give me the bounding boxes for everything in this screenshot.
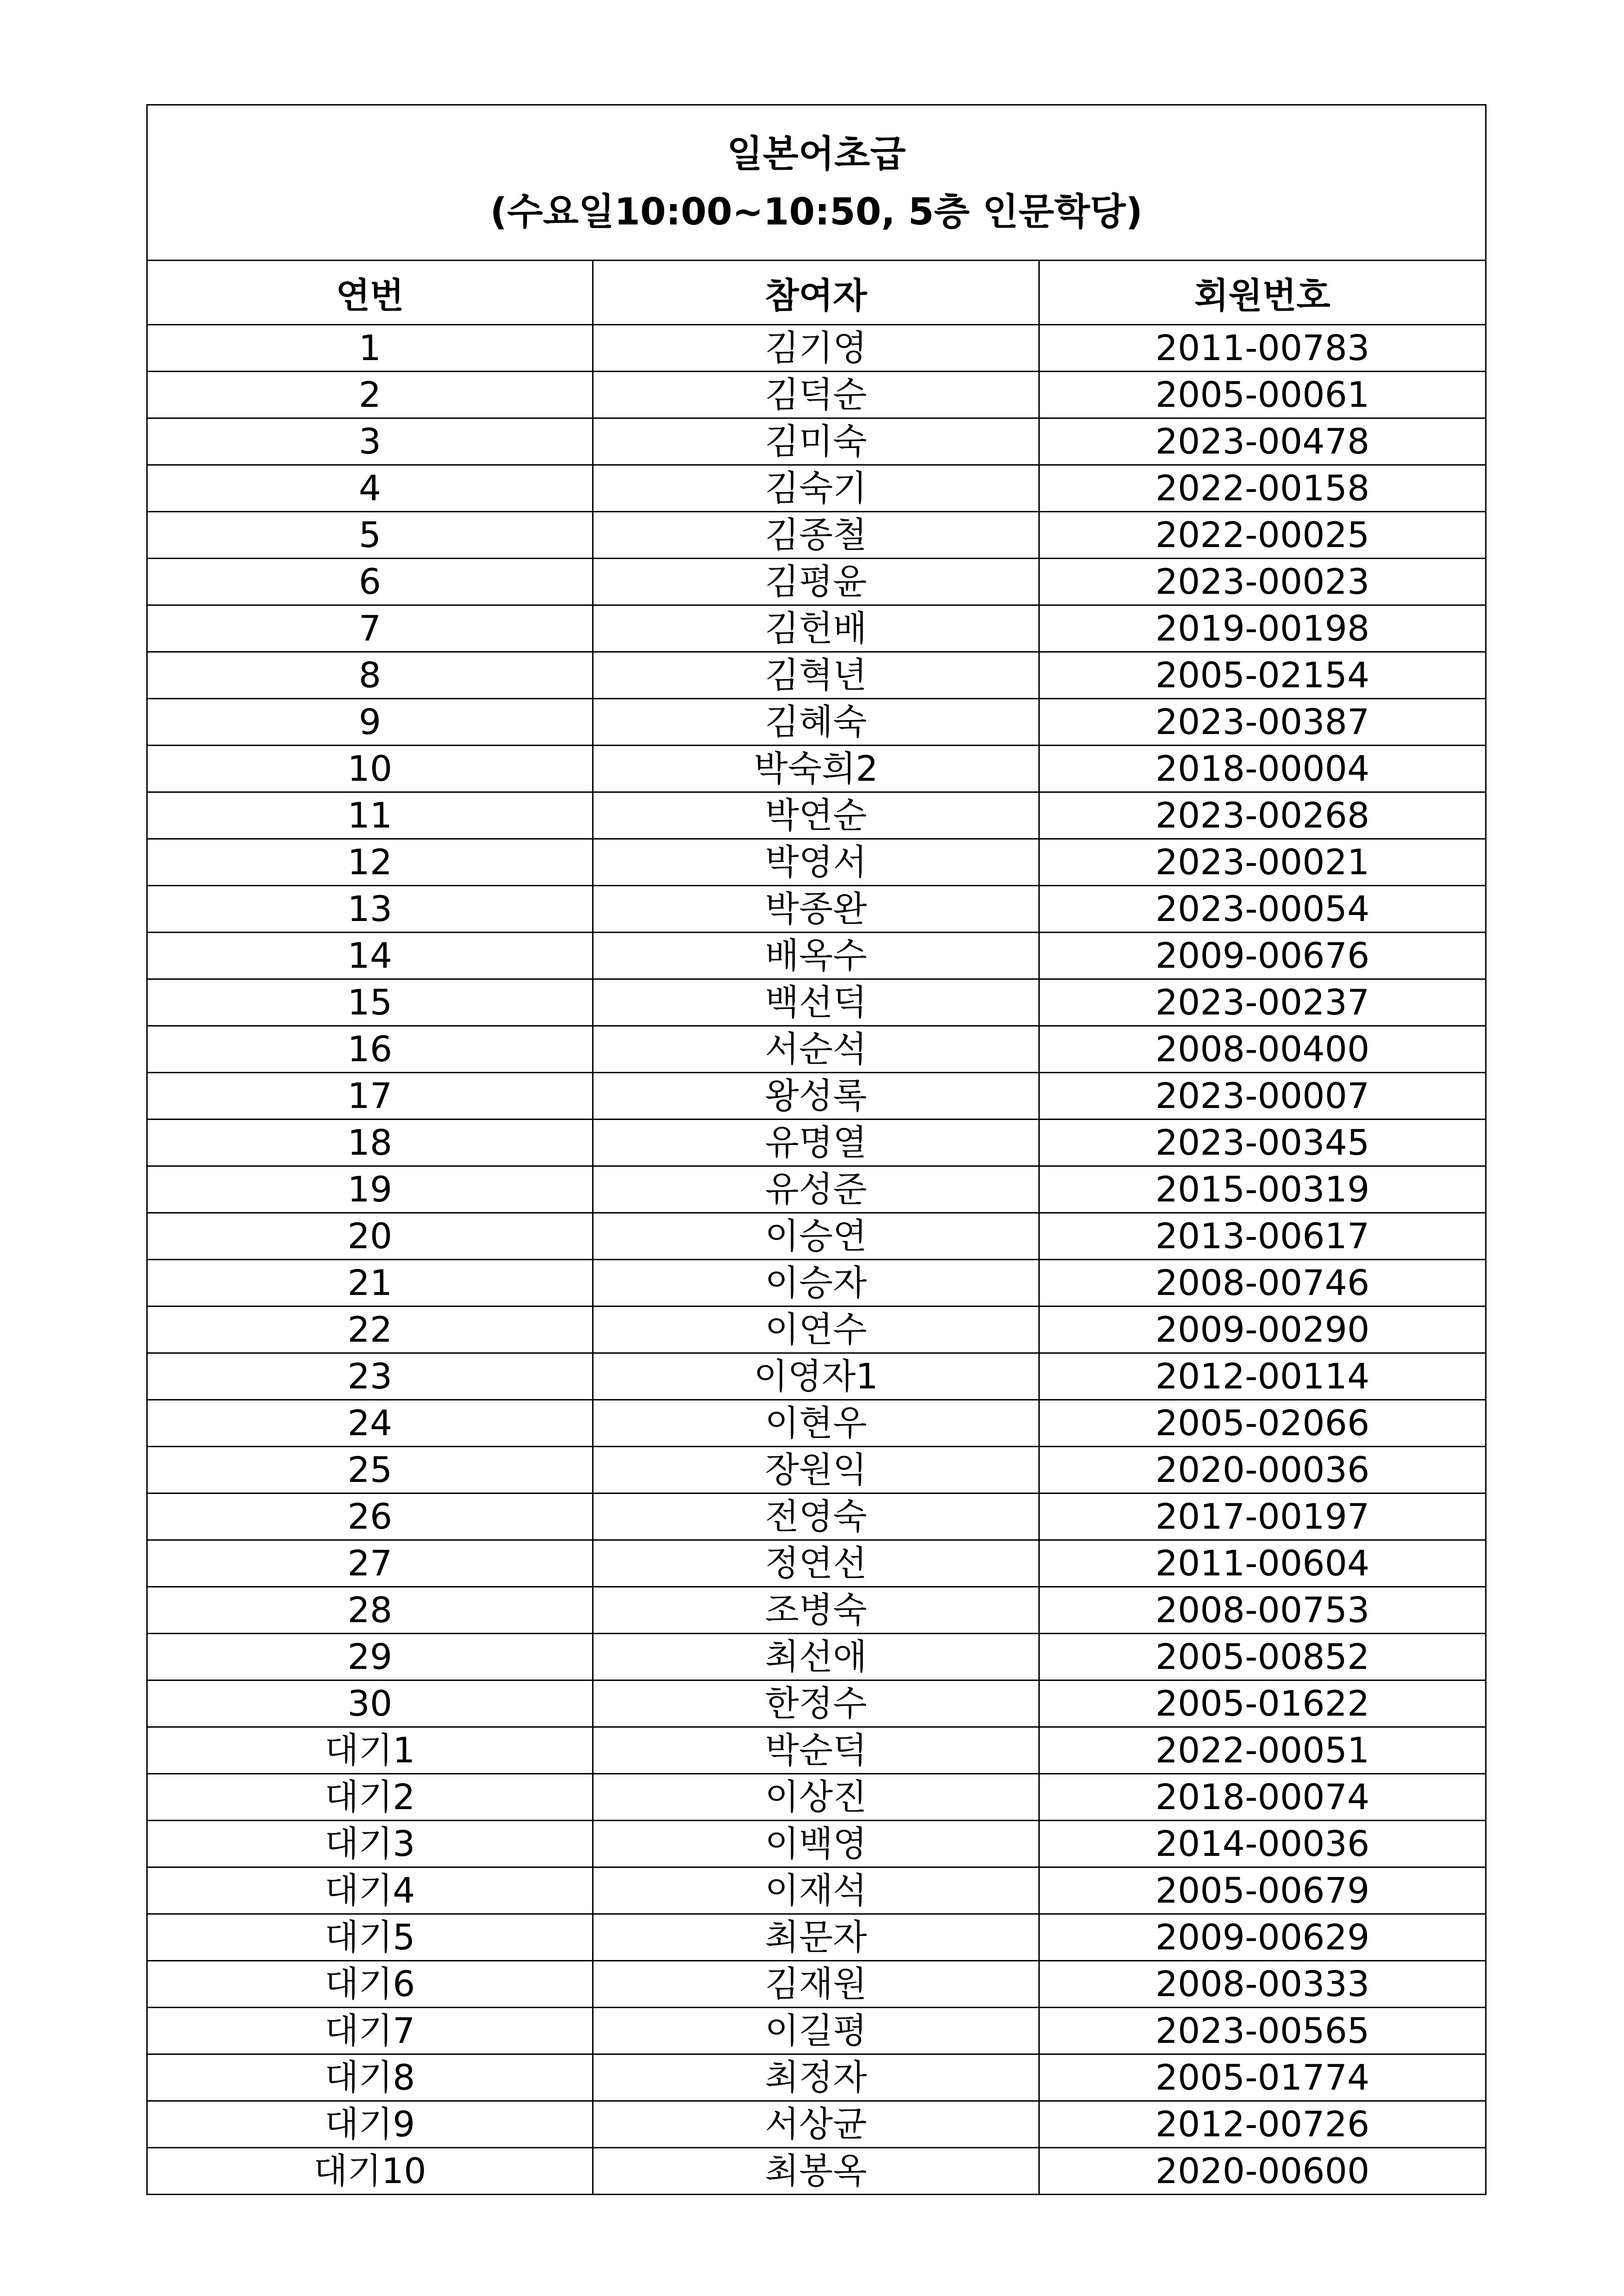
cell-no: 대기7 xyxy=(147,2008,593,2054)
cell-member-id: 2008-00753 xyxy=(1039,1587,1486,1634)
table-row xyxy=(147,465,1486,512)
cell-member-id: 2022-00158 xyxy=(1039,465,1486,512)
cell-member-id: 2023-00023 xyxy=(1039,559,1486,605)
cell-no: 1 xyxy=(147,325,593,372)
table-row xyxy=(147,979,1486,1026)
cell-member-id: 2009-00629 xyxy=(1039,1914,1486,1961)
cell-name: 이승자 xyxy=(593,1260,1039,1307)
cell-member-id: 2023-00237 xyxy=(1039,979,1486,1026)
cell-name: 김헌배 xyxy=(593,605,1039,652)
table-title xyxy=(147,105,1486,261)
cell-no: 21 xyxy=(147,1260,593,1307)
table-row xyxy=(147,1961,1486,2008)
table-row xyxy=(147,933,1486,979)
cell-member-id: 2019-00198 xyxy=(1039,605,1486,652)
cell-no: 6 xyxy=(147,559,593,605)
table-row xyxy=(147,699,1486,746)
cell-no: 30 xyxy=(147,1680,593,1727)
cell-no: 대기6 xyxy=(147,1961,593,2008)
cell-member-id: 2011-00783 xyxy=(1039,325,1486,372)
cell-name: 정연선 xyxy=(593,1540,1039,1587)
cell-name: 이영자1 xyxy=(593,1353,1039,1400)
cell-member-id: 2020-00600 xyxy=(1039,2148,1486,2195)
cell-name: 유명열 xyxy=(593,1120,1039,1166)
cell-member-id: 2011-00604 xyxy=(1039,1540,1486,1587)
table-row xyxy=(147,1587,1486,1634)
table-row xyxy=(147,1213,1486,1260)
column-header-member-id: 회원번호 xyxy=(1039,261,1486,325)
cell-name: 이연수 xyxy=(593,1307,1039,1353)
cell-no: 18 xyxy=(147,1120,593,1166)
cell-name: 김혁년 xyxy=(593,652,1039,699)
cell-name: 서순석 xyxy=(593,1026,1039,1073)
cell-no: 대기10 xyxy=(147,2148,593,2195)
title-row xyxy=(147,105,1486,261)
table-row xyxy=(147,839,1486,886)
cell-name: 김숙기 xyxy=(593,465,1039,512)
cell-name: 김기영 xyxy=(593,325,1039,372)
cell-member-id: 2005-01622 xyxy=(1039,1680,1486,1727)
cell-member-id: 2023-00054 xyxy=(1039,886,1486,933)
cell-member-id: 2012-00726 xyxy=(1039,2101,1486,2148)
cell-member-id: 2005-00679 xyxy=(1039,1867,1486,1914)
cell-member-id: 2023-00478 xyxy=(1039,418,1486,465)
cell-name: 이현우 xyxy=(593,1400,1039,1447)
cell-no: 27 xyxy=(147,1540,593,1587)
cell-no: 14 xyxy=(147,933,593,979)
cell-name: 백선덕 xyxy=(593,979,1039,1026)
cell-no: 23 xyxy=(147,1353,593,1400)
table-row xyxy=(147,1260,1486,1307)
cell-member-id: 2020-00036 xyxy=(1039,1447,1486,1493)
cell-name: 배옥수 xyxy=(593,933,1039,979)
cell-member-id: 2014-00036 xyxy=(1039,1821,1486,1867)
cell-no: 20 xyxy=(147,1213,593,1260)
cell-no: 24 xyxy=(147,1400,593,1447)
table-row xyxy=(147,1821,1486,1867)
table-row xyxy=(147,792,1486,839)
table-row xyxy=(147,1447,1486,1493)
cell-name: 김평윤 xyxy=(593,559,1039,605)
table-row xyxy=(147,605,1486,652)
cell-member-id: 2009-00676 xyxy=(1039,933,1486,979)
cell-no: 대기2 xyxy=(147,1774,593,1821)
cell-member-id: 2008-00746 xyxy=(1039,1260,1486,1307)
cell-no: 26 xyxy=(147,1493,593,1540)
table-row xyxy=(147,1914,1486,1961)
cell-member-id: 2015-00319 xyxy=(1039,1166,1486,1213)
table-row xyxy=(147,652,1486,699)
participant-table xyxy=(146,104,1487,2195)
cell-member-id: 2005-00852 xyxy=(1039,1634,1486,1680)
cell-member-id: 2012-00114 xyxy=(1039,1353,1486,1400)
cell-name: 유성준 xyxy=(593,1166,1039,1213)
cell-member-id: 2018-00074 xyxy=(1039,1774,1486,1821)
cell-no: 28 xyxy=(147,1587,593,1634)
cell-member-id: 2005-02154 xyxy=(1039,652,1486,699)
cell-name: 이길평 xyxy=(593,2008,1039,2054)
table-row xyxy=(147,1073,1486,1120)
cell-no: 19 xyxy=(147,1166,593,1213)
course-title: 일본어초급 xyxy=(727,132,906,175)
cell-no: 대기3 xyxy=(147,1821,593,1867)
table-row xyxy=(147,559,1486,605)
cell-member-id: 2023-00345 xyxy=(1039,1120,1486,1166)
cell-no: 12 xyxy=(147,839,593,886)
column-header-row xyxy=(147,261,1486,325)
cell-member-id: 2023-00007 xyxy=(1039,1073,1486,1120)
cell-name: 김종철 xyxy=(593,512,1039,559)
cell-no: 7 xyxy=(147,605,593,652)
cell-member-id: 2005-00061 xyxy=(1039,372,1486,418)
cell-no: 4 xyxy=(147,465,593,512)
cell-name: 김혜숙 xyxy=(593,699,1039,746)
cell-member-id: 2022-00025 xyxy=(1039,512,1486,559)
cell-name: 서상균 xyxy=(593,2101,1039,2148)
cell-name: 최선애 xyxy=(593,1634,1039,1680)
course-schedule: (수요일10:00~10:50, 5층 인문학당) xyxy=(490,190,1143,233)
cell-member-id: 2023-00021 xyxy=(1039,839,1486,886)
cell-name: 김덕순 xyxy=(593,372,1039,418)
cell-no: 2 xyxy=(147,372,593,418)
cell-no: 22 xyxy=(147,1307,593,1353)
cell-member-id: 2013-00617 xyxy=(1039,1213,1486,1260)
table-row xyxy=(147,1680,1486,1727)
cell-name: 최문자 xyxy=(593,1914,1039,1961)
cell-name: 박연순 xyxy=(593,792,1039,839)
cell-name: 박숙희2 xyxy=(593,746,1039,792)
table-row xyxy=(147,1774,1486,1821)
cell-no: 5 xyxy=(147,512,593,559)
cell-name: 왕성록 xyxy=(593,1073,1039,1120)
cell-name: 박영서 xyxy=(593,839,1039,886)
cell-member-id: 2023-00268 xyxy=(1039,792,1486,839)
table-row xyxy=(147,1634,1486,1680)
cell-member-id: 2017-00197 xyxy=(1039,1493,1486,1540)
table-row xyxy=(147,1026,1486,1073)
table-row xyxy=(147,418,1486,465)
table-row xyxy=(147,1540,1486,1587)
column-header-name: 참여자 xyxy=(593,261,1039,325)
table-row xyxy=(147,1166,1486,1213)
cell-name: 이백영 xyxy=(593,1821,1039,1867)
cell-name: 이재석 xyxy=(593,1867,1039,1914)
cell-name: 박종완 xyxy=(593,886,1039,933)
cell-name: 전영숙 xyxy=(593,1493,1039,1540)
cell-name: 김미숙 xyxy=(593,418,1039,465)
cell-no: 15 xyxy=(147,979,593,1026)
table-body xyxy=(147,325,1486,2195)
table-row xyxy=(147,1493,1486,1540)
cell-name: 이승연 xyxy=(593,1213,1039,1260)
cell-no: 3 xyxy=(147,418,593,465)
cell-name: 최정자 xyxy=(593,2054,1039,2101)
table-row xyxy=(147,746,1486,792)
cell-name: 최봉옥 xyxy=(593,2148,1039,2195)
cell-no: 대기5 xyxy=(147,1914,593,1961)
cell-member-id: 2008-00333 xyxy=(1039,1961,1486,2008)
cell-no: 대기8 xyxy=(147,2054,593,2101)
table-row xyxy=(147,325,1486,372)
cell-member-id: 2023-00565 xyxy=(1039,2008,1486,2054)
table-row xyxy=(147,1400,1486,1447)
cell-name: 조병숙 xyxy=(593,1587,1039,1634)
table-row xyxy=(147,512,1486,559)
table-row xyxy=(147,372,1486,418)
cell-no: 대기1 xyxy=(147,1727,593,1774)
cell-no: 10 xyxy=(147,746,593,792)
cell-name: 박순덕 xyxy=(593,1727,1039,1774)
cell-no: 11 xyxy=(147,792,593,839)
table-row xyxy=(147,1867,1486,1914)
column-header-no: 연번 xyxy=(147,261,593,325)
table-row xyxy=(147,1353,1486,1400)
cell-no: 대기9 xyxy=(147,2101,593,2148)
cell-no: 8 xyxy=(147,652,593,699)
cell-name: 한정수 xyxy=(593,1680,1039,1727)
cell-no: 25 xyxy=(147,1447,593,1493)
cell-no: 29 xyxy=(147,1634,593,1680)
cell-member-id: 2022-00051 xyxy=(1039,1727,1486,1774)
cell-member-id: 2023-00387 xyxy=(1039,699,1486,746)
table-row xyxy=(147,886,1486,933)
table-row xyxy=(147,1120,1486,1166)
cell-member-id: 2018-00004 xyxy=(1039,746,1486,792)
cell-no: 13 xyxy=(147,886,593,933)
table-row xyxy=(147,2054,1486,2101)
cell-no: 16 xyxy=(147,1026,593,1073)
cell-no: 17 xyxy=(147,1073,593,1120)
table-row xyxy=(147,2008,1486,2054)
cell-name: 장원익 xyxy=(593,1447,1039,1493)
table-row xyxy=(147,1307,1486,1353)
cell-name: 김재원 xyxy=(593,1961,1039,2008)
cell-name: 이상진 xyxy=(593,1774,1039,1821)
cell-member-id: 2005-02066 xyxy=(1039,1400,1486,1447)
table-row xyxy=(147,2101,1486,2148)
cell-member-id: 2009-00290 xyxy=(1039,1307,1486,1353)
cell-no: 대기4 xyxy=(147,1867,593,1914)
table-row xyxy=(147,1727,1486,1774)
cell-no: 9 xyxy=(147,699,593,746)
table-row xyxy=(147,2148,1486,2195)
cell-member-id: 2008-00400 xyxy=(1039,1026,1486,1073)
cell-member-id: 2005-01774 xyxy=(1039,2054,1486,2101)
